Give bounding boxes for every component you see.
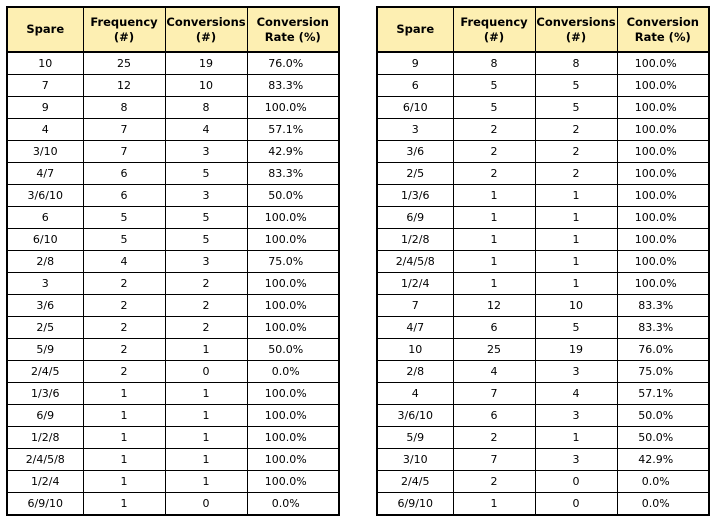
cell-conversions: 1 [165, 383, 247, 405]
cell-spare: 9 [377, 52, 453, 75]
cell-spare: 6 [7, 207, 83, 229]
cell-frequency: 8 [83, 97, 165, 119]
cell-conversion-rate: 76.0% [617, 339, 709, 361]
cell-frequency: 25 [83, 52, 165, 75]
cell-conversion-rate: 75.0% [617, 361, 709, 383]
cell-spare: 3 [7, 273, 83, 295]
cell-conversion-rate: 83.3% [617, 295, 709, 317]
table-row [377, 163, 709, 185]
cell-conversions: 1 [165, 449, 247, 471]
cell-conversion-rate: 42.9% [247, 141, 339, 163]
cell-conversion-rate: 50.0% [247, 339, 339, 361]
cell-conversion-rate: 100.0% [247, 471, 339, 493]
table-row [7, 339, 339, 361]
cell-frequency: 2 [83, 317, 165, 339]
cell-conversion-rate: 100.0% [617, 141, 709, 163]
cell-conversion-rate: 100.0% [247, 97, 339, 119]
header-frequency-line1: Frequency [460, 14, 528, 29]
cell-conversions: 5 [165, 229, 247, 251]
cell-conversions: 0 [165, 361, 247, 383]
cell-spare: 4 [7, 119, 83, 141]
cell-conversion-rate: 100.0% [247, 207, 339, 229]
table-row [377, 273, 709, 295]
cell-frequency: 5 [83, 229, 165, 251]
cell-conversion-rate: 100.0% [617, 97, 709, 119]
cell-conversions: 19 [535, 339, 617, 361]
cell-spare: 6 [377, 75, 453, 97]
cell-frequency: 4 [453, 361, 535, 383]
cell-conversions: 1 [165, 405, 247, 427]
cell-frequency: 2 [453, 163, 535, 185]
cell-conversion-rate: 100.0% [247, 449, 339, 471]
table-row [7, 163, 339, 185]
cell-frequency: 7 [453, 449, 535, 471]
cell-spare: 6/9 [377, 207, 453, 229]
table-row [377, 317, 709, 339]
table-row [377, 185, 709, 207]
cell-conversion-rate: 100.0% [617, 52, 709, 75]
header-row [377, 7, 709, 52]
cell-conversion-rate: 100.0% [247, 317, 339, 339]
cell-conversions: 2 [535, 163, 617, 185]
cell-frequency: 1 [453, 185, 535, 207]
cell-conversions: 8 [535, 52, 617, 75]
cell-spare: 6/10 [377, 97, 453, 119]
header-conversions [165, 7, 247, 52]
cell-spare: 2/8 [7, 251, 83, 273]
cell-conversions: 3 [535, 449, 617, 471]
cell-conversions: 0 [535, 471, 617, 493]
header-rate-line1: Conversion [256, 14, 329, 29]
cell-conversion-rate: 83.3% [247, 163, 339, 185]
cell-spare: 5/9 [7, 339, 83, 361]
cell-frequency: 6 [453, 405, 535, 427]
cell-spare: 5/9 [377, 427, 453, 449]
cell-spare: 1/2/4 [7, 471, 83, 493]
cell-conversion-rate: 100.0% [247, 229, 339, 251]
table-row [7, 295, 339, 317]
header-conversion-rate [617, 7, 709, 52]
cell-conversion-rate: 100.0% [617, 251, 709, 273]
table-row [7, 493, 339, 516]
table-row [377, 471, 709, 493]
cell-conversion-rate: 57.1% [617, 383, 709, 405]
cell-spare: 2/4/5 [377, 471, 453, 493]
cell-conversions: 3 [165, 251, 247, 273]
spare-table-by-frequency [6, 6, 340, 516]
cell-conversion-rate: 100.0% [247, 427, 339, 449]
header-conversions-line2: (#) [195, 29, 217, 44]
cell-conversion-rate: 0.0% [247, 493, 339, 516]
table-row [7, 449, 339, 471]
header-spare [7, 7, 83, 52]
cell-conversion-rate: 0.0% [617, 471, 709, 493]
cell-spare: 3/6/10 [377, 405, 453, 427]
cell-conversions: 5 [535, 97, 617, 119]
cell-frequency: 2 [83, 339, 165, 361]
cell-conversions: 3 [165, 141, 247, 163]
table-row [377, 141, 709, 163]
cell-conversions: 3 [535, 361, 617, 383]
header-spare-label: Spare [26, 22, 65, 36]
cell-spare: 9 [7, 97, 83, 119]
cell-conversion-rate: 75.0% [247, 251, 339, 273]
cell-frequency: 1 [453, 229, 535, 251]
cell-conversions: 1 [165, 471, 247, 493]
cell-conversion-rate: 50.0% [617, 427, 709, 449]
spare-table-by-rate [376, 6, 710, 516]
cell-conversions: 4 [165, 119, 247, 141]
cell-conversion-rate: 100.0% [617, 75, 709, 97]
table-row [7, 97, 339, 119]
cell-spare: 6/10 [7, 229, 83, 251]
cell-frequency: 6 [83, 185, 165, 207]
cell-conversions: 1 [535, 229, 617, 251]
cell-frequency: 25 [453, 339, 535, 361]
table-row [7, 427, 339, 449]
header-rate-line1: Conversion [626, 14, 699, 29]
cell-conversion-rate: 100.0% [247, 383, 339, 405]
cell-frequency: 5 [83, 207, 165, 229]
header-rate-line2: Rate (%) [634, 29, 691, 44]
cell-spare: 1/3/6 [7, 383, 83, 405]
cell-conversion-rate: 100.0% [247, 273, 339, 295]
cell-frequency: 2 [83, 273, 165, 295]
cell-frequency: 1 [83, 449, 165, 471]
cell-conversions: 2 [165, 317, 247, 339]
header-rate-line2: Rate (%) [264, 29, 321, 44]
header-frequency-line2: (#) [113, 29, 135, 44]
cell-conversions: 5 [535, 317, 617, 339]
table-body [377, 52, 709, 515]
table-row [7, 52, 339, 75]
header-spare-label: Spare [396, 22, 435, 36]
cell-spare: 1/2/8 [377, 229, 453, 251]
cell-conversion-rate: 100.0% [247, 295, 339, 317]
table-row [7, 185, 339, 207]
cell-frequency: 2 [83, 295, 165, 317]
header-row [7, 7, 339, 52]
spare-table [6, 6, 340, 516]
table-row [7, 471, 339, 493]
table-row [7, 75, 339, 97]
table-row [377, 383, 709, 405]
cell-frequency: 2 [453, 427, 535, 449]
cell-frequency: 2 [83, 361, 165, 383]
cell-conversions: 1 [535, 273, 617, 295]
cell-conversion-rate: 100.0% [617, 185, 709, 207]
header-spare [377, 7, 453, 52]
header-frequency-line2: (#) [483, 29, 505, 44]
cell-conversion-rate: 83.3% [247, 75, 339, 97]
cell-frequency: 6 [83, 163, 165, 185]
cell-conversion-rate: 100.0% [617, 163, 709, 185]
cell-conversion-rate: 100.0% [617, 207, 709, 229]
cell-spare: 3/6 [377, 141, 453, 163]
cell-conversion-rate: 0.0% [617, 493, 709, 516]
cell-conversion-rate: 100.0% [617, 273, 709, 295]
spare-table [376, 6, 710, 516]
cell-conversions: 1 [535, 427, 617, 449]
cell-frequency: 4 [83, 251, 165, 273]
table-row [377, 295, 709, 317]
cell-conversions: 10 [165, 75, 247, 97]
cell-frequency: 6 [453, 317, 535, 339]
cell-spare: 4 [377, 383, 453, 405]
table-row [7, 317, 339, 339]
cell-conversions: 1 [535, 185, 617, 207]
cell-conversions: 3 [165, 185, 247, 207]
table-row [377, 449, 709, 471]
cell-frequency: 1 [453, 493, 535, 516]
table-row [377, 97, 709, 119]
cell-frequency: 7 [83, 119, 165, 141]
cell-conversion-rate: 57.1% [247, 119, 339, 141]
cell-conversions: 1 [165, 339, 247, 361]
cell-spare: 6/9/10 [7, 493, 83, 516]
cell-spare: 3/10 [7, 141, 83, 163]
cell-conversion-rate: 42.9% [617, 449, 709, 471]
cell-frequency: 1 [453, 251, 535, 273]
cell-conversions: 2 [535, 141, 617, 163]
cell-frequency: 1 [453, 273, 535, 295]
table-row [377, 427, 709, 449]
cell-conversions: 1 [535, 251, 617, 273]
cell-conversions: 19 [165, 52, 247, 75]
table-row [7, 383, 339, 405]
cell-spare: 3/6/10 [7, 185, 83, 207]
cell-conversion-rate: 0.0% [247, 361, 339, 383]
cell-conversions: 10 [535, 295, 617, 317]
table-row [7, 119, 339, 141]
header-frequency-line1: Frequency [90, 14, 158, 29]
header-conversions-line1: Conversions [166, 14, 246, 29]
cell-conversions: 3 [535, 405, 617, 427]
table-row [377, 229, 709, 251]
table-row [7, 405, 339, 427]
cell-conversion-rate: 100.0% [617, 119, 709, 141]
table-row [377, 119, 709, 141]
table-row [7, 251, 339, 273]
cell-conversions: 0 [165, 493, 247, 516]
table-row [7, 273, 339, 295]
cell-spare: 2/5 [7, 317, 83, 339]
header-frequency [83, 7, 165, 52]
cell-conversion-rate: 100.0% [247, 405, 339, 427]
table-row [7, 207, 339, 229]
cell-frequency: 1 [83, 493, 165, 516]
cell-frequency: 7 [453, 383, 535, 405]
table-row [377, 405, 709, 427]
cell-conversions: 2 [165, 295, 247, 317]
cell-frequency: 12 [83, 75, 165, 97]
cell-spare: 3/10 [377, 449, 453, 471]
cell-frequency: 1 [83, 471, 165, 493]
table-row [377, 361, 709, 383]
header-conversions-line1: Conversions [536, 14, 616, 29]
cell-conversions: 1 [165, 427, 247, 449]
cell-conversion-rate: 83.3% [617, 317, 709, 339]
cell-spare: 2/4/5/8 [377, 251, 453, 273]
cell-spare: 2/5 [377, 163, 453, 185]
cell-spare: 6/9/10 [377, 493, 453, 516]
cell-frequency: 12 [453, 295, 535, 317]
cell-conversions: 5 [535, 75, 617, 97]
cell-frequency: 1 [83, 383, 165, 405]
cell-conversion-rate: 50.0% [617, 405, 709, 427]
cell-frequency: 2 [453, 119, 535, 141]
cell-spare: 1/3/6 [377, 185, 453, 207]
cell-spare: 7 [7, 75, 83, 97]
cell-frequency: 7 [83, 141, 165, 163]
cell-conversions: 2 [535, 119, 617, 141]
cell-spare: 4/7 [377, 317, 453, 339]
cell-conversions: 4 [535, 383, 617, 405]
cell-spare: 2/4/5 [7, 361, 83, 383]
cell-spare: 2/8 [377, 361, 453, 383]
cell-spare: 10 [377, 339, 453, 361]
cell-frequency: 8 [453, 52, 535, 75]
table-body [7, 52, 339, 515]
cell-conversions: 8 [165, 97, 247, 119]
cell-conversions: 5 [165, 207, 247, 229]
table-row [7, 141, 339, 163]
cell-conversions: 0 [535, 493, 617, 516]
table-row [7, 229, 339, 251]
cell-spare: 1/2/4 [377, 273, 453, 295]
table-row [377, 493, 709, 516]
cell-spare: 2/4/5/8 [7, 449, 83, 471]
cell-spare: 4/7 [7, 163, 83, 185]
header-conversions-line2: (#) [565, 29, 587, 44]
header-conversion-rate [247, 7, 339, 52]
cell-spare: 7 [377, 295, 453, 317]
cell-spare: 1/2/8 [7, 427, 83, 449]
table-row [377, 207, 709, 229]
header-conversions [535, 7, 617, 52]
cell-spare: 10 [7, 52, 83, 75]
cell-spare: 3/6 [7, 295, 83, 317]
table-row [7, 361, 339, 383]
cell-conversion-rate: 100.0% [617, 229, 709, 251]
cell-conversions: 5 [165, 163, 247, 185]
cell-frequency: 2 [453, 471, 535, 493]
cell-frequency: 1 [453, 207, 535, 229]
header-frequency [453, 7, 535, 52]
cell-spare: 6/9 [7, 405, 83, 427]
cell-frequency: 5 [453, 75, 535, 97]
cell-frequency: 5 [453, 97, 535, 119]
cell-frequency: 1 [83, 427, 165, 449]
cell-conversion-rate: 50.0% [247, 185, 339, 207]
cell-conversions: 2 [165, 273, 247, 295]
cell-conversions: 1 [535, 207, 617, 229]
table-row [377, 75, 709, 97]
table-row [377, 339, 709, 361]
cell-frequency: 2 [453, 141, 535, 163]
cell-conversion-rate: 76.0% [247, 52, 339, 75]
table-row [377, 52, 709, 75]
table-row [377, 251, 709, 273]
cell-spare: 3 [377, 119, 453, 141]
cell-frequency: 1 [83, 405, 165, 427]
